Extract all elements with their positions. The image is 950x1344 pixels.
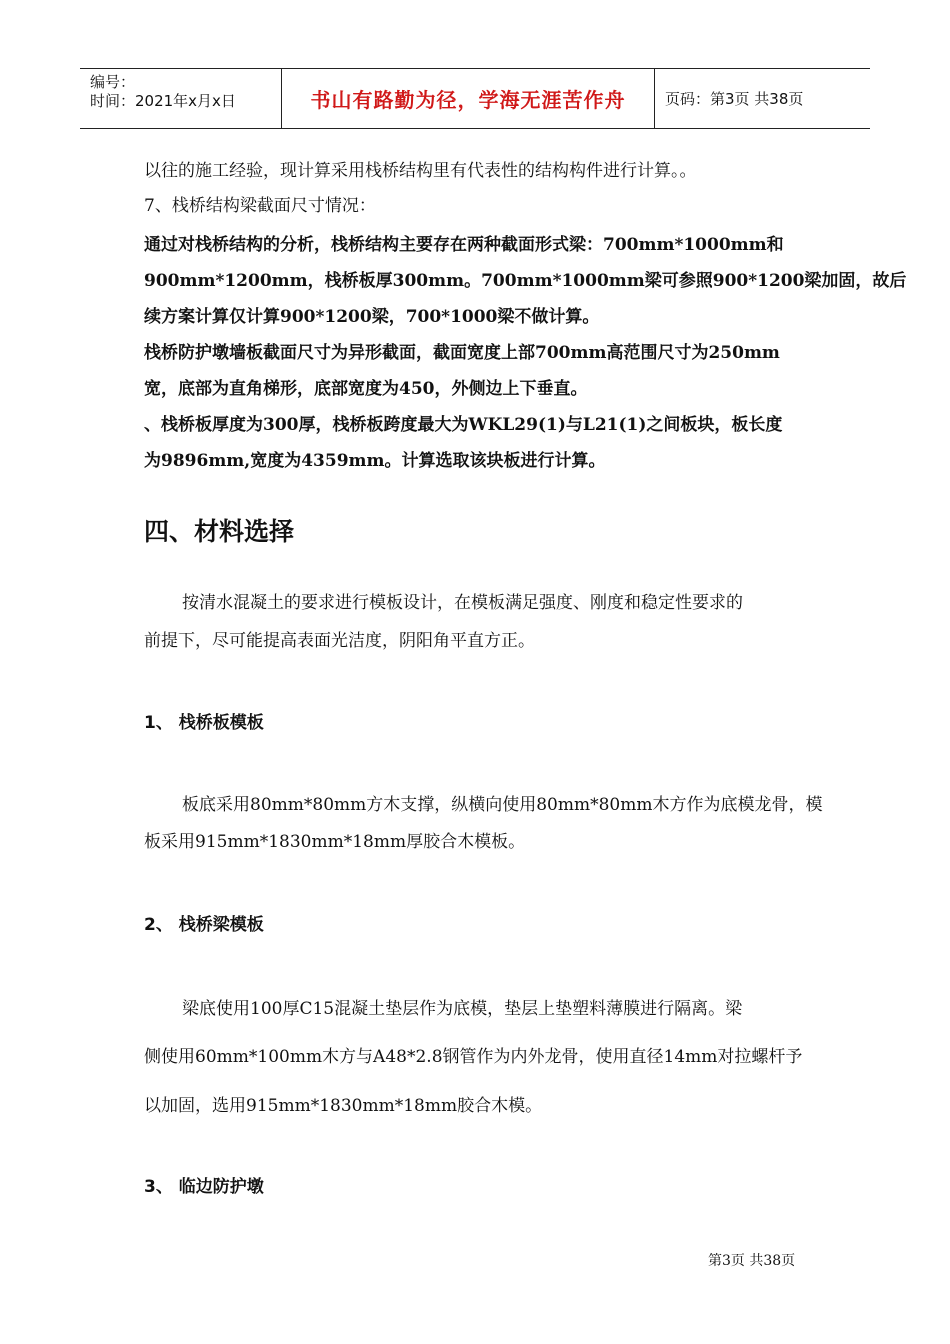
paragraph-line: 为9896mm,宽度为4359mm。计算选取该块板进行计算。 bbox=[144, 451, 606, 471]
page-header bbox=[80, 68, 870, 129]
header-meta bbox=[80, 69, 282, 128]
paragraph-line: 通过对栈桥结构的分析，栈桥结构主要存在两种截面形式梁：700mm*1000mm和 bbox=[144, 235, 784, 255]
page-footer: 第3页 共38页 bbox=[708, 1253, 796, 1269]
subsection-heading: 3、 临边防护墩 bbox=[144, 1177, 264, 1197]
paragraph-line: 以加固，选用915mm*1830mm*18mm胶合木模。 bbox=[144, 1096, 543, 1116]
header-page-number: 页码：第3页 共38页 bbox=[665, 90, 804, 108]
paragraph-line: 侧使用60mm*100mm木方与A48*2.8钢管作为内外龙骨，使用直径14mm对拉螺杆予 bbox=[144, 1047, 803, 1067]
paragraph-line: 续方案计算仅计算900*1200梁，700*1000梁不做计算。 bbox=[144, 307, 600, 327]
header-motto: 书山有路勤为径，学海无涯苦作舟 bbox=[282, 69, 655, 128]
subsection-heading: 2、 栈桥梁模板 bbox=[144, 915, 264, 935]
document-number-label: 编号： bbox=[90, 73, 136, 91]
paragraph-line: 宽，底部为直角梯形，底部宽度为450，外侧边上下垂直。 bbox=[144, 379, 588, 399]
paragraph-line: 板底采用80mm*80mm方木支撑，纵横向使用80mm*80mm木方作为底模龙骨，模 bbox=[182, 795, 823, 815]
paragraph-line: 梁底使用100厚C15混凝土垫层作为底模，垫层上垫塑料薄膜进行隔离。梁 bbox=[182, 999, 743, 1019]
paragraph-line: 以往的施工经验，现计算采用栈桥结构里有代表性的结构构件进行计算。。 bbox=[144, 161, 697, 181]
paragraph-line: 前提下，尽可能提高表面光洁度，阴阳角平直方正。 bbox=[144, 631, 535, 651]
list-item-7: 7、栈桥结构梁截面尺寸情况： bbox=[144, 196, 376, 216]
subsection-heading: 1、 栈桥板模板 bbox=[144, 713, 264, 733]
paragraph-line: 按清水混凝土的要求进行模板设计，在模板满足强度、刚度和稳定性要求的 bbox=[182, 593, 743, 613]
paragraph-line: 板采用915mm*1830mm*18mm厚胶合木模板。 bbox=[144, 832, 526, 852]
paragraph-line: 900mm*1200mm，栈桥板厚300mm。700mm*1000mm梁可参照900*1200梁加固，故后 bbox=[144, 271, 907, 291]
paragraph-line: 、栈桥板厚度为300厚，栈桥板跨度最大为WKL29(1)与L21(1)之间板块，板长度 bbox=[144, 415, 783, 435]
section-heading: 四、材料选择 bbox=[144, 517, 295, 546]
document-date: 时间：2021年x月x日 bbox=[90, 92, 236, 110]
paragraph-line: 栈桥防护墩墙板截面尺寸为异形截面，截面宽度上部700mm高范围尺寸为250mm bbox=[144, 343, 780, 363]
